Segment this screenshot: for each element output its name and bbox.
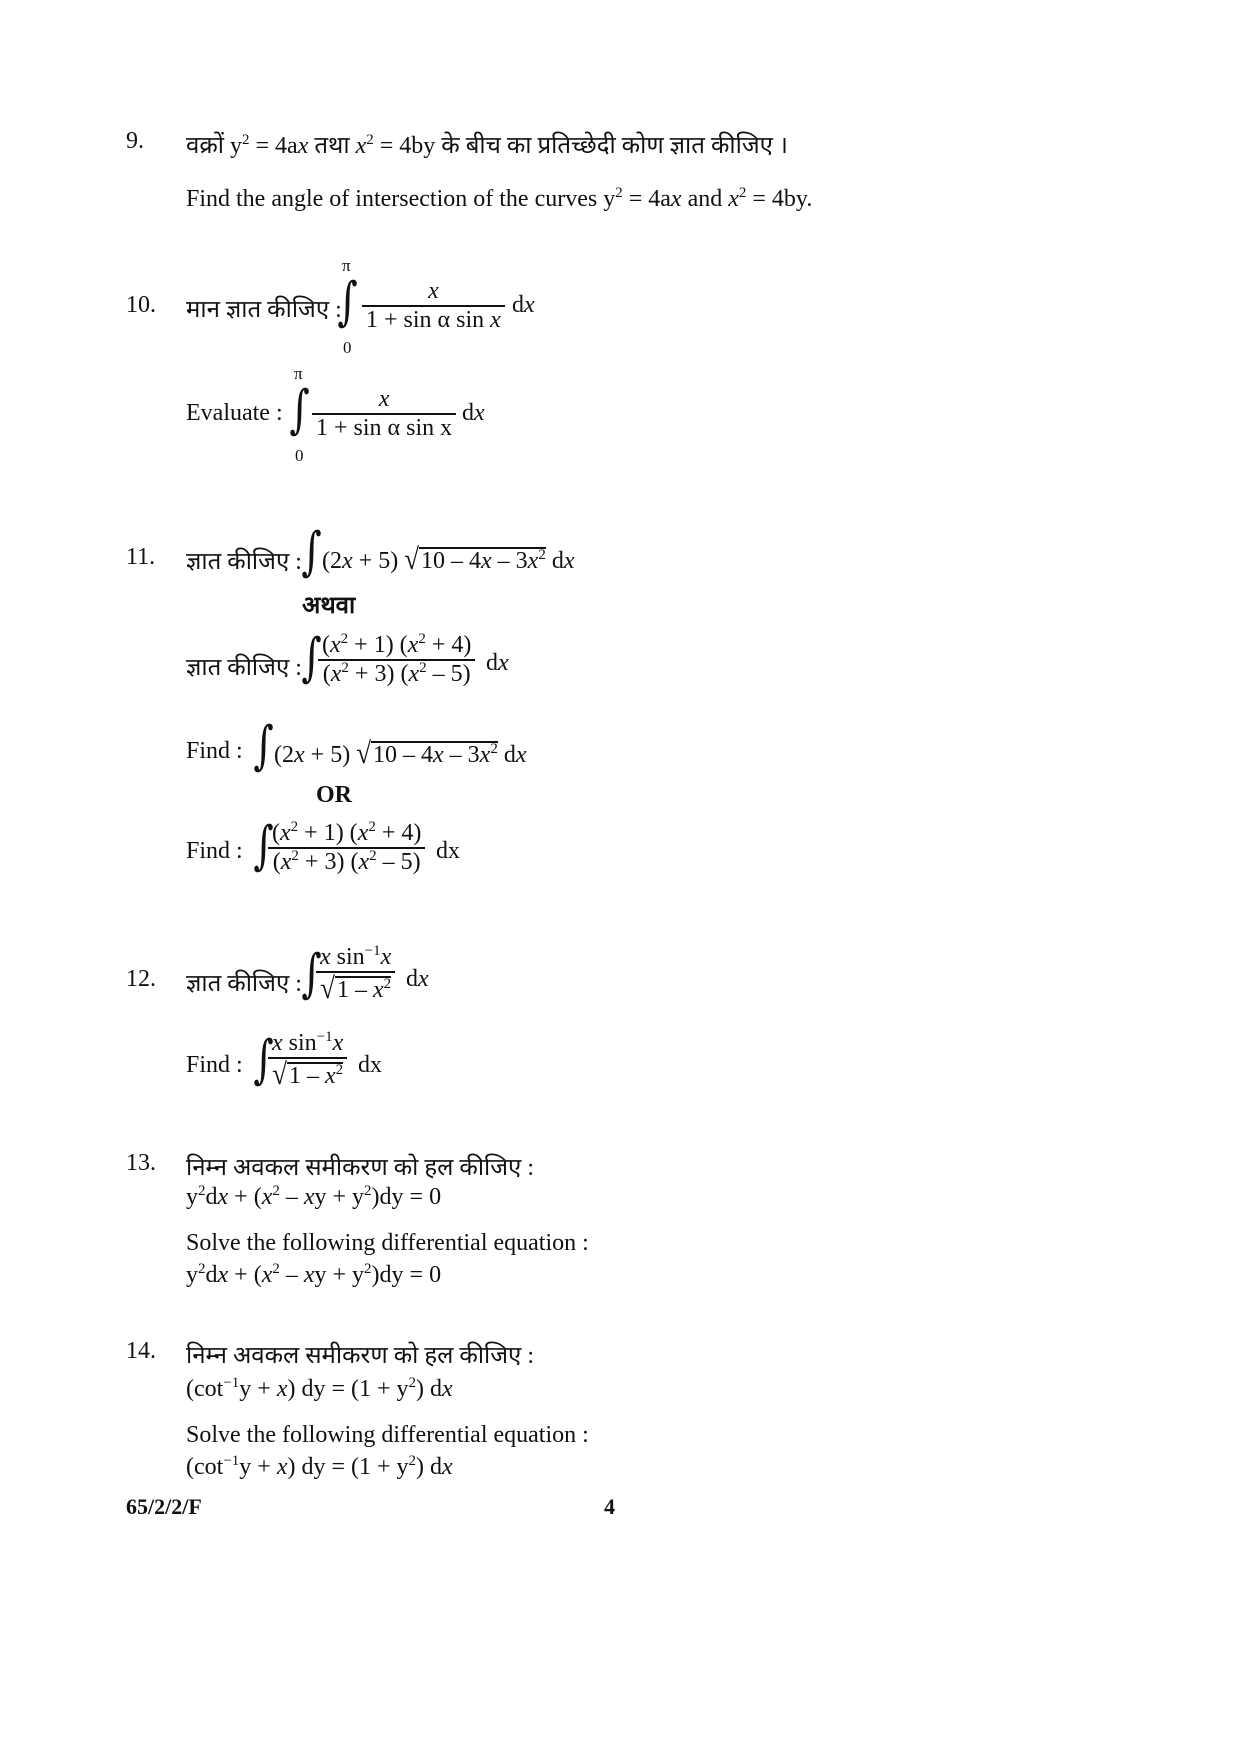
q10-english-fraction [312,386,456,442]
q11-english-b-denominator: $(x^2 + 3)$ $(x^2 - 5)$ [268,847,425,876]
q10-hindi-fraction [362,278,505,334]
question-10-hindi-label: मान ज्ञात कीजिए : [186,297,342,323]
q10-english-lower-limit: 0 [295,446,304,465]
q12-english-numerator: x $\sin^{-1}x$ [272,1029,344,1056]
q10-hindi-lower-limit: 0 [343,338,352,357]
question-9-number: 9. [126,128,144,154]
q11-english-b-numerator: $(x^2 + 1) (x^2 + 4)$ [272,819,422,846]
question-13-equation-hindi: $y^2dx + (x^2$ – xy + $y^2)dy = 0$ [186,1183,442,1210]
q11-hindi-part-a: (2x + 5) $√10 - 4x - 3x^2$ dx [322,542,575,576]
q11-hindi-b-dx: dx [486,650,509,676]
q12-hindi-numerator: x $\sin^{-1}x$ [320,943,392,970]
q10-english-dx: dx [462,400,485,426]
q11-or-hindi: अथवा [302,593,356,619]
question-11-number: 11. [126,544,156,570]
question-13-english: Solve the following differential equation : [186,1230,589,1256]
question-10-number: 10. [126,292,156,318]
footer-paper-code: 65/2/2/F [126,1494,202,1519]
question-14-hindi: निम्न अवकल समीकरण को हल कीजिए : [186,1343,534,1369]
question-13-number: 13. [126,1150,156,1176]
question-11-hindi-label-b: ज्ञात कीजिए : [186,655,302,681]
question-11-english-label: Find : [186,738,243,764]
q9-hindi-render: वक्रों $y^2 = 4ax$ तथा $x^2 = 4by$ के बीच का प्रतिच्छेदी कोण ज्ञात कीजिए । [186,132,788,159]
question-12-number: 12. [126,966,156,992]
q12-hindi-integral-sign: ∫ [301,944,322,1004]
q11-hindi-integral-a: ∫ [301,522,322,582]
question-12-english-label: Find : [186,1052,243,1078]
q11-hindi-fraction-b [318,632,475,688]
q10-english-denominator: 1 + sin α sin x [312,413,456,442]
q12-hindi-fraction [316,944,395,1004]
q12-english-denominator: $√1 - x^2$ [268,1057,347,1090]
q12-english-integral-sign: ∫ [253,1030,274,1090]
q12-hindi-dx: dx [406,966,429,992]
question-12-hindi-label: ज्ञात कीजिए : [186,971,302,997]
q10-hindi-denominator: 1 + sin α sin x [362,305,505,334]
q10-english-numerator: x [378,386,390,412]
q11-english-integral-a: ∫ [253,716,274,776]
q11-english-part-a: (2x + 5) $√10 - 4x - 3x^2$ dx [274,736,527,770]
q10-hindi-numerator: x [428,278,439,304]
q10-hindi-integral-sign: ∫ [337,272,358,332]
q12-english-fraction [268,1030,347,1090]
question-14-english: Solve the following differential equation : [186,1422,589,1448]
question-11-english-label-b: Find : [186,838,243,864]
q11-english-b-dx: dx [436,838,460,864]
q10-english-upper-limit: π [294,364,303,383]
question-13-equation-english: $y^2dx + (x^2$ – xy + $y^2)dy = 0$ [186,1261,442,1288]
question-14-number: 14. [126,1338,156,1364]
question-11-hindi-label: ज्ञात कीजिए : [186,549,302,575]
question-13-hindi: निम्न अवकल समीकरण को हल कीजिए : [186,1155,534,1181]
question-14-equation-english: $(\cot^{-1}y + x)$ dy = $(1 + y^2)$ dx [186,1453,453,1480]
footer-page-number: 4 [604,1494,615,1519]
question-9-hindi [186,128,788,161]
q9-english-render: Find the angle of intersection of the curves $y^2 = 4ax$ and $x^2 = 4by$. [186,185,813,212]
q11-hindi-b-numerator: $(x^2 + 1) (x^2 + 4)$ [322,631,472,658]
q11-hindi-b-denominator: $(x^2 + 3)$ $(x^2 - 5)$ [318,659,475,688]
question-14-equation-hindi: $(\cot^{-1}y + x)$ dy = $(1 + y^2)$ dx [186,1375,453,1402]
q12-hindi-denominator: $√1 - x^2$ [316,971,395,1004]
q12-english-dx: dx [358,1052,382,1078]
q10-english-integral-sign: ∫ [289,380,310,440]
question-9-english [186,186,812,213]
q10-hindi-dx: dx [512,292,535,318]
q11-hindi-integral-b: ∫ [301,628,322,688]
question-10-english-label: Evaluate : [186,400,283,426]
q10-hindi-upper-limit: π [342,256,351,275]
q11-or-english: OR [316,782,352,808]
q11-english-fraction-b [268,820,425,876]
q11-english-integral-b: ∫ [253,816,274,876]
